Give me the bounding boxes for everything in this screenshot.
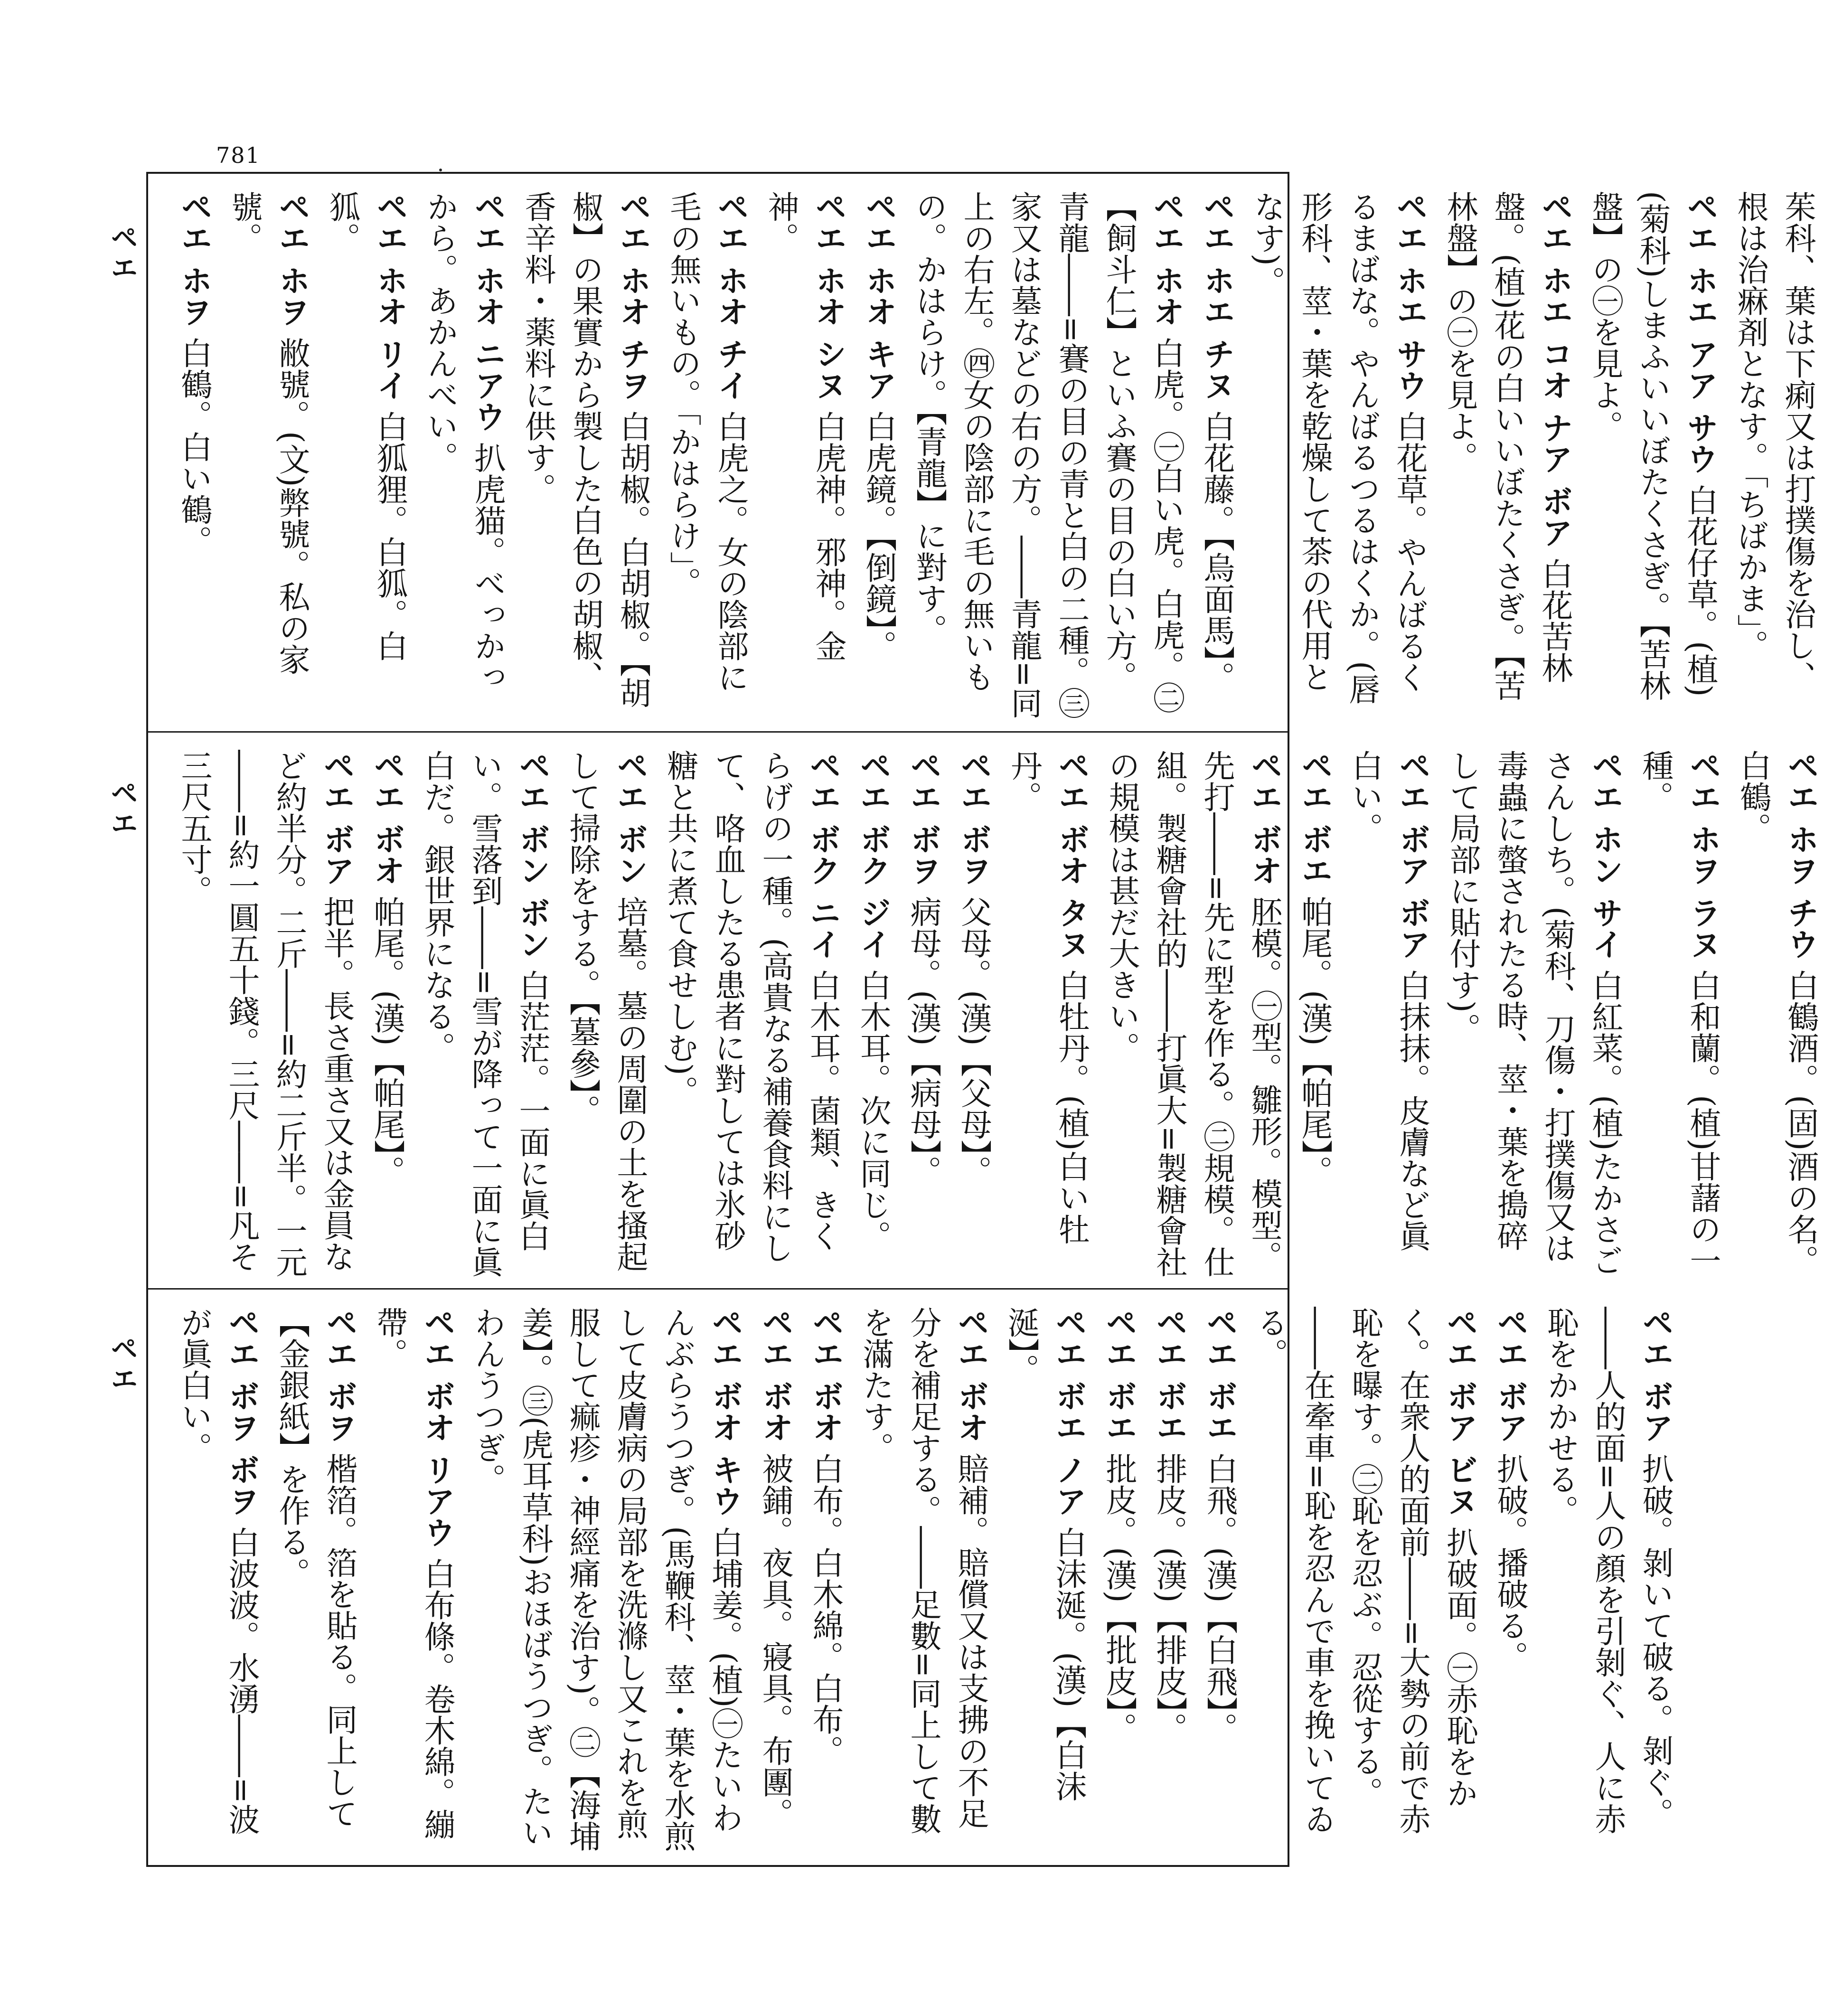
entry-definition: 扒破面。㊀赤恥をかく。在衆人的面前――=大勢の前で赤恥を曝す。㊁恥を忍ぶ。忍從する。――在牽車=恥を忍んで車を挽いてゐる。 [1251,1307,1478,1835]
entry-headword: ペエ ボオ [952,1307,989,1443]
entry-headword: ペエ ボヲ [955,750,992,886]
entry-headword: ペエ ボヲ [321,1307,357,1443]
dictionary-entry [1439,750,1628,1279]
entry-definition: 白木耳。菌類、きくらげの一種。(高貴なる補養食料にして、咯血したる患者に對しては氷砂糖と共に煮て食せしむ)。 [662,750,841,1263]
page-number: 781 [216,142,261,168]
entry-headword: ペエ ボオ リアウ [419,1307,455,1548]
side-header-bottom: ペエ [106,1334,138,1395]
entry-definition: 白波波。水湧――=波が眞白い。 [176,1307,260,1835]
dictionary-entry [413,750,555,1279]
entry-definition: 白飛。(漢)【白飛】。 [1201,1452,1238,1744]
entry-headword: ペエ ホヲ [273,191,310,327]
entry-headword: ペエ ボオ [368,750,405,886]
dictionary-entry [1726,191,1821,722]
dictionary-frame [146,172,1819,1867]
dictionary-entry [463,1307,748,1856]
entry-headword: ペエ ボエ [1151,1307,1187,1443]
dictionary-entry [997,1307,1092,1856]
entry-definition: 帕尾。(漢)【帕尾】。 [368,895,405,1187]
dictionary-entry [318,191,413,722]
entry-definition: 培墓。墓の周圍の土を搔起して掃除をする。【墓參】。 [564,750,648,1272]
dictionary-entry [899,750,947,1279]
entry-headword: ペエ ホヲ ラヌ [1684,750,1721,960]
entry-definition: 白紅菜。(植)たかさごさんしち。(菊科、刀傷・打撲傷又は毒蟲に螫されたる時、莖・葉を搗碎して局部に貼付す)。 [1444,750,1623,1276]
entry-headword: ペエ ホヲ チウ [1782,750,1819,960]
dictionary-entry [1195,1307,1243,1856]
entry-definition: 胚模。㊀型。雛形。模型。先打――=先に型を作る。㊁規模。仕組。製糖會社的――打眞大=製糖會社の規模は甚だ大きい。 [1103,750,1282,1278]
entry-definition: 白木耳。次に同じ。 [855,969,891,1252]
entry-definition: 白花草。やんばるくるまばな。やんばるつるはくか。(唇形科、莖・葉を乾燥して茶の代用となす)。 [1249,191,1428,705]
entry-definition: 批皮。(漢)【批皮】。 [1100,1452,1137,1744]
entry-headword: ペエ ボア [1637,1307,1674,1443]
entry-headword: ペエ ボオ [1246,750,1282,886]
dictionary-entry [1290,750,1338,1279]
entry-headword: ペエ ボエ [1296,750,1333,886]
tier-top-entries [167,191,1821,722]
entry-definition: 父母。(漢)【父母】。 [955,895,992,1187]
entry-definition: 白胡椒。白胡椒。【胡椒】の果實から製した白色の胡椒、香辛料・薬料に供す。 [519,191,651,708]
entry-definition: 白狐狸。白狐。白狐。 [324,191,408,661]
tier-middle [148,733,1819,1288]
entry-definition: 敝號。(文)弊號。私の家號。 [226,191,310,675]
dictionary-entry [558,750,653,1279]
entry-definition: 被鋪。夜具。寢具。布團。 [757,1452,793,1829]
entry-definition: 白和蘭。(植)甘藷の一種。 [1637,750,1721,1276]
entry-headword: ペエ ボン [611,750,648,886]
tier-middle-entries [167,750,1824,1279]
tier-bottom-entries [167,1307,1679,1856]
entry-definition: 楷箔。箔を貼る。同上して【金銀紙】を作る。 [273,1307,357,1829]
dictionary-entry [170,191,217,722]
entry-headword: ペエ ホオ シヌ [810,191,846,401]
entry-headword: ペエ ボヲ ボヲ [223,1307,260,1517]
dictionary-entry [1098,750,1288,1279]
entry-definition: 茱科、葉は下痢又は打撲傷を治し、根は治痳剤となす。「ちばかま」。 [1732,191,1816,692]
entry-headword: ペエ ボオ [807,1307,844,1443]
dictionary-entry [852,1307,994,1856]
dictionary-entry [514,191,656,722]
entry-headword: ペエ ホヲ [176,191,212,327]
entry-definition: 白花仔草。(植)(菊科)しまふいいぼたくさぎ。【苦林盤】の㊀を見よ。 [1587,191,1718,701]
entry-headword: ペエ ボン ボン [514,750,550,960]
entry-definition: 白沫涎。(漢)【白沫涎】。 [1003,1307,1087,1802]
dictionary-entry [1436,191,1578,722]
entry-definition: 扒破。播破る。 [1492,1452,1528,1672]
dictionary-entry [268,1307,363,1856]
entry-definition: 白牡丹。(植)白い牡丹。 [1006,750,1090,1245]
entry-headword: ペエ ボク ジイ [855,750,891,960]
side-header-top: ペエ [106,223,138,284]
entry-headword: ペエ ホエ サウ [1391,191,1428,401]
entry-definition: 把半。長さ重さ又は金員など約半分。二斤――=約二斤半。一元――=約一圓五十錢。三尺――=凡そ三尺五寸。 [176,750,355,1278]
entry-definition: 白虎。㊀白い虎。白虎。㊁【飼斗仁】といふ賽の目の白い方。青龍――=賽の目の青と白の二種。㊂家又は墓などの右の方。――青龍=同上の右左。㊃女の陰部に毛の無いもの。かはらけ。【青龍】に對す。 [911,191,1185,719]
entry-headword: ペエ ボア [318,750,355,886]
dictionary-entry [801,1307,849,1856]
entry-definition: 白抹抹。皮膚など眞白い。 [1346,750,1430,1252]
dictionary-entry [416,191,511,722]
dictionary-entry [1193,191,1240,722]
entry-headword: ペエ ホオ [1148,191,1185,327]
dictionary-entry [950,750,997,1279]
scan-mark [439,169,442,171]
dictionary-entry [905,191,1190,722]
dictionary-entry [659,191,754,722]
entry-headword: ペエ ホオ チイ [712,191,749,401]
dictionary-entry [170,750,360,1279]
entry-definition: 扒破。剝いて破る。剝ぐ。――人的面=人の顏を引剝ぐ、人に赤恥をかかせる。 [1542,1307,1674,1835]
entry-definition: 白虎神。邪神。金神。 [762,191,846,661]
dictionary-entry [1145,1307,1193,1856]
entry-headword: ペエ ボア [1492,1307,1528,1443]
entry-definition: 白茫茫。一面に眞白い。雪落到――=雪が降って一面に眞白だ。銀世界になる。 [419,750,550,1278]
entry-definition: 白花藤。【烏面馬】。 [1198,410,1235,693]
dictionary-entry [1581,191,1723,722]
entry-headword: ペエ ホン サイ [1587,750,1623,960]
entry-headword: ペエ ボオ [757,1307,793,1443]
dictionary-entry [170,1307,265,1856]
entry-definition: 賠補。賠償又は支拂の不足分を補足する。――足數=同上して數を滿たす。 [857,1307,989,1835]
entry-headword: ペエ ボエ ノア [1050,1307,1087,1517]
dictionary-entry [1243,191,1433,722]
entry-headword: ペエ ホエ アア サウ [1682,191,1718,474]
entry-headword: ペエ ボオ タヌ [1053,750,1090,960]
tier-top [148,174,1816,731]
entry-definition: 白布。白木綿。白布。 [807,1452,844,1766]
entry-headword: ペエ ボク ニイ [804,750,841,960]
entry-headword: ペエ ホオ キア [860,191,897,401]
dictionary-entry [363,750,410,1279]
dictionary-entry [1341,750,1436,1279]
entry-headword: ペエ ボヲ [905,750,941,886]
entry-definition: 病母。(漢)【病母】。 [905,895,941,1187]
dictionary-entry [751,1307,799,1856]
dictionary-entry [220,191,315,722]
side-header-middle: ペエ [106,779,138,839]
dictionary-entry [1095,1307,1142,1856]
entry-headword: ペエ ホオ リイ [371,191,408,401]
dictionary-entry [1246,1307,1483,1856]
entry-headword: ペエ ボエ [1201,1307,1238,1443]
entry-definition: 白鶴酒。(固)酒の名。白鶴。 [1735,750,1819,1276]
entry-definition: 白布條。卷木綿。繃帶。 [371,1307,455,1840]
entry-headword: ペエ ホエ チヌ [1198,191,1235,401]
dictionary-entry [1536,1307,1679,1856]
dictionary-entry [849,750,896,1279]
entry-headword: ペエ ホオ チヲ [614,191,651,401]
entry-headword: ペエ ホオ ニアウ [469,191,506,432]
entry-headword: ペエ ボア ビヌ [1441,1307,1478,1517]
dictionary-entry [1631,750,1726,1279]
entry-definition: 白埔姜。(植)㊀たいわんぶらうつぎ。(馬鞭科、莖・葉を水煎して皮膚病の局部を洗滌し又これを煎服して痲疹・神經痛を治す)。㊁【海埔姜】。㊂(虎耳草科)おほばうつぎ。たいわんうつぎ。 [469,1307,743,1852]
dictionary-entry [855,191,902,722]
dictionary-entry [366,1307,461,1856]
dictionary-entry [1729,750,1824,1279]
entry-definition: 扒虎猫。べっかっから。あかんべい。 [422,191,506,693]
tier-bottom [148,1290,1674,1865]
entry-definition: 帕尾。(漢)【帕尾】。 [1296,895,1333,1187]
entry-headword: ペエ ボオ キウ [706,1307,743,1517]
dictionary-entry [757,191,852,722]
entry-definition: 白虎之。女の陰部に毛の無いもの。「かはらけ」。 [665,191,749,693]
entry-definition: 排皮。(漢)【排皮】。 [1151,1452,1187,1744]
entry-definition: 白鶴。白い鶴。 [176,337,212,556]
entry-headword: ペエ ホエ コオ ナア ボア [1536,191,1573,548]
entry-headword: ペエ ボア ボア [1394,750,1430,960]
entry-headword: ペエ ボエ [1100,1307,1137,1443]
dictionary-entry [656,750,846,1279]
entry-definition: 白虎鏡。【倒鏡】。 [860,410,897,661]
dictionary-entry [1000,750,1095,1279]
dictionary-entry [1486,1307,1533,1856]
entry-definition: 白花苦林盤。(植)花の白いいぼたくさぎ。【苦林盤】の㊀を見よ。 [1441,191,1573,701]
